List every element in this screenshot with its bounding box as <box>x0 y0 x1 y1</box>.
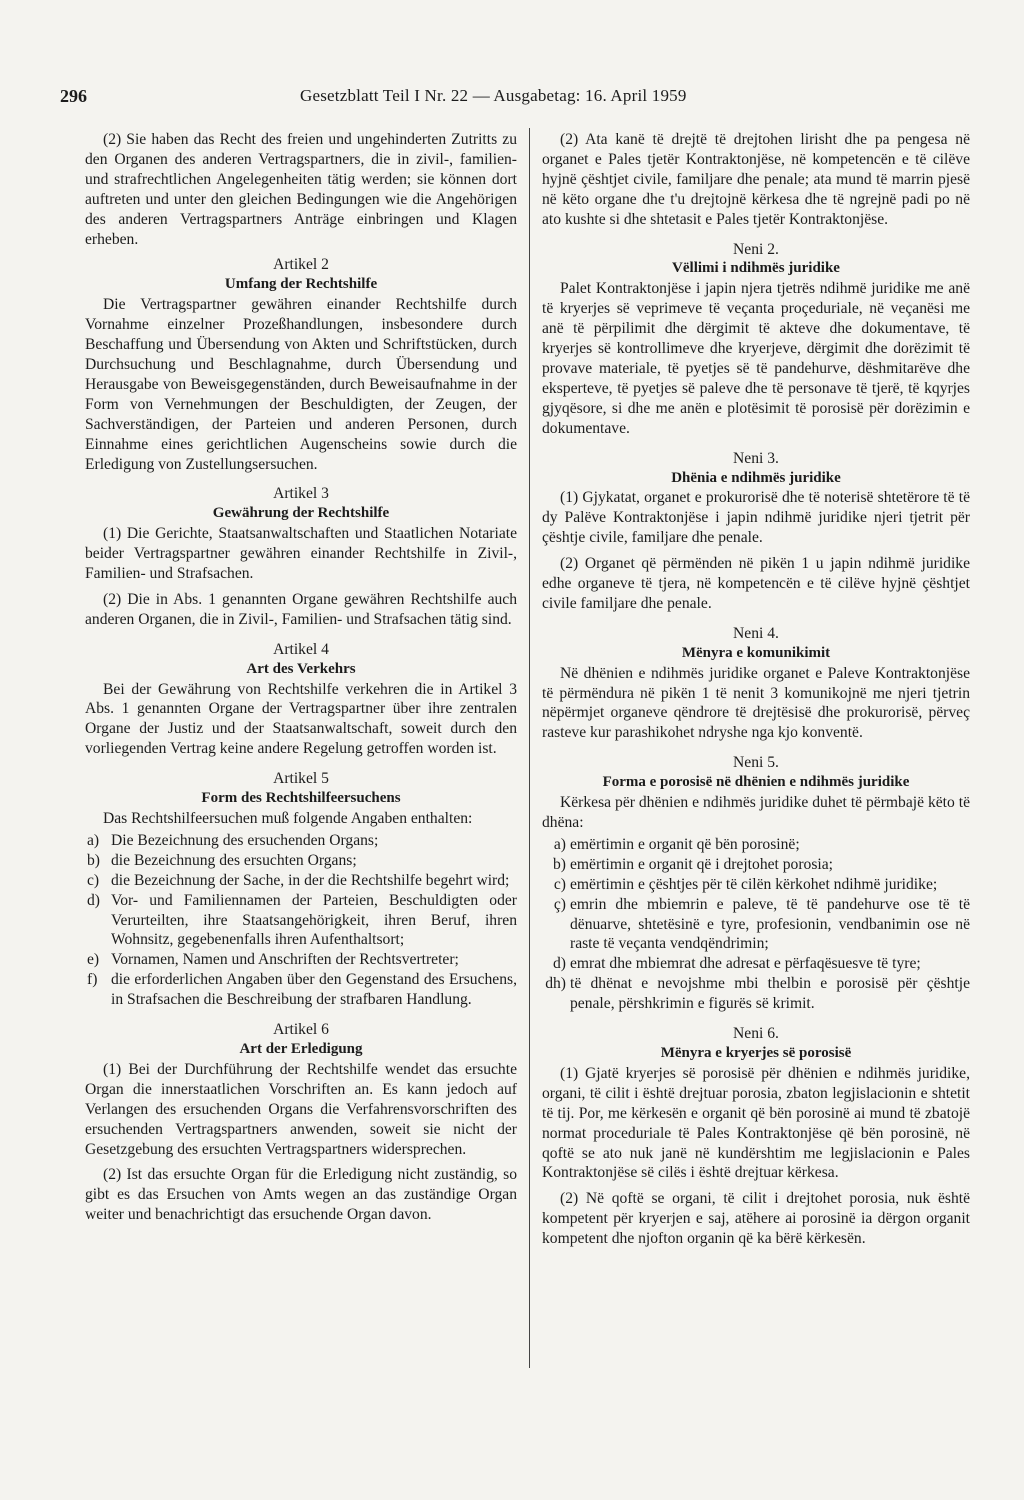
list-marker: f) <box>87 971 98 989</box>
list-marker: a) <box>87 831 100 849</box>
article-number: Neni 2. <box>733 240 779 258</box>
article-number: Neni 6. <box>733 1025 779 1043</box>
article-5 <box>85 769 517 1010</box>
article-title: Dhënia e ndihmës juridike <box>671 469 841 486</box>
page-number: 296 <box>60 86 87 106</box>
neni-3 <box>542 449 970 614</box>
list-marker: ç) <box>553 895 566 913</box>
list-item <box>542 954 970 974</box>
article-6 <box>85 1020 517 1225</box>
list-item-text: Die Bezeichnung des ersuchenden Organs; <box>111 831 379 849</box>
requirements-list <box>542 835 970 1014</box>
article-paragraph: (1) Gjatë kryerjes së porosisë për dhënien e ndihmës juridike, organi, të cilit i është drejtuar porosia, zbaton legjislacionin e shtetit të tij. Por, me kërkesën e organit që bën porosinë ai mund të zbatojë normat proceduriale të Pales Kontraktonjëse që bën porosinë, në qoftë se ato nuk janë në kundërshtim me legjislacionin e Pales Kontraktonjëse së cilës i është drejtuar kërkesa. <box>542 1064 970 1182</box>
list-item-text: emrat dhe mbiemrat dhe adresat e përfaqësuesve të tyre; <box>570 955 921 973</box>
article-paragraph: (1) Gjykatat, organet e prokurorisë dhe të noterisë shtetërore të të dy Palëve Kontraktonjëse i japin ndihmë juridike njeri tjetrit për çështje civile, familjare dhe penale. <box>542 489 970 547</box>
article-text: Në dhënien e ndihmës juridike organet e Paleve Kontraktonjëse të përmëndura në pikën 1 të nenit 3 komunikojnë me njeri tjetrin nëpërmjet organeve qëndrore të drejtësisë dhe prokurorisë, përveç rasteve kur parashikohet ndryshe nga kjo konventë. <box>542 664 970 742</box>
article-number: Neni 4. <box>733 624 779 642</box>
page-header <box>60 86 970 110</box>
article-title: Mënyra e komunikimit <box>681 644 831 661</box>
article-number: Artikel 6 <box>273 1021 329 1039</box>
list-marker: a) <box>553 835 566 853</box>
header-title: Gesetzblatt Teil I Nr. 22 — Ausgabetag: 16. April 1959 <box>300 86 687 105</box>
article-title: Forma e porosisë në dhënien e ndihmës juridike <box>602 774 910 791</box>
list-item-text: Vornamen, Namen und Anschriften der Rechtsvertreter; <box>111 951 459 969</box>
list-marker: d) <box>87 891 100 909</box>
article-text: Palet Kontraktonjëse i japin njera tjetrës ndihmë juridike me anë të kryerjes së veprimeve të veçanta proçeduriale, në veçanësi me anë të përpilimit dhe dërgimit të akteve dhe dokumentave, të kryerjes së kontrollimeve dhe kryerjeve, dërgimit dhe dorëzimit të provave materiale, të pyetjes së të pandehurve, dëshmitarëve dhe eksperteve, të pyetjes së paleve dhe të personave të tjerë, të kqyrjes gjyqësore, si dhe me anën e plotësimit të porosisë për dorëzimin e dokumentave. <box>542 280 970 437</box>
list-item-text: Vor- und Familiennamen der Parteien, Beschuldigten oder Verurteilten, ihre Staatsangehörigkeit, ihren Beruf, ihren Wohnsitz, gegebenenfalls ihren Aufenthaltsort; <box>111 891 517 949</box>
article-2 <box>85 255 517 474</box>
article-title: Art der Erledigung <box>239 1040 363 1057</box>
article-3 <box>85 484 517 629</box>
article-number: Artikel 4 <box>273 640 329 658</box>
list-item <box>542 855 970 875</box>
article-number: Neni 5. <box>733 754 779 772</box>
neni-2 <box>542 240 970 439</box>
list-item-text: të dhënat e nevojshme mbi thelbin e porosisë për çështje penale, përshkrimin e figurës së krimit. <box>570 975 970 1013</box>
requirements-list <box>85 831 517 1010</box>
article-intro: Das Rechtshilfeersuchen muß folgende Angaben enthalten: <box>103 810 473 827</box>
list-item <box>85 970 517 1010</box>
list-item-text: emrin dhe mbiemrin e paleve, të të pandehurve ose të të dënuarve, shtetësinë e tyre, profesionin, vendbanimin ose në raste të veçanta vendqëndrimin; <box>570 895 970 953</box>
list-item-text: emërtimin e organit që i drejtohet porosia; <box>570 855 833 873</box>
article-title: Gewährung der Rechtshilfe <box>212 505 390 522</box>
article-number: Artikel 5 <box>273 770 329 788</box>
article-paragraph: (2) Die in Abs. 1 genannten Organe gewähren Rechtshilfe auch anderen Organen, die in Zivil-, Familien- und Strafsachen tätig sind. <box>85 590 517 628</box>
neni-5 <box>542 753 970 1014</box>
list-item <box>542 895 970 955</box>
intro-paragraph: (2) Ata kanë të drejtë të drejtohen lirisht dhe pa pengesa në organet e Pales tjetër Kontraktonjëse, në kompetencën e të cilëve hyjnë çështjet civile, familjare dhe penale; ata mund të marrin pjesë në këto organe dhe t'u drejtojnë kërkesa dhe të ngrejnë padi po në ato kushte si dhe shtetasit e Pales tjetër Kontraktonjëse. <box>542 131 970 228</box>
albanian-column <box>542 130 970 1255</box>
german-column <box>85 130 517 1231</box>
article-paragraph: (2) Organet që përmënden në pikën 1 u japin ndihmë juridike edhe organeve të tjera, në kompetencën e të cilëve hyjnë çështjet civile familjare dhe penale. <box>542 555 970 612</box>
article-text: Bei der Gewährung von Rechtshilfe verkehren die in Artikel 3 Abs. 1 genannten Organe der Vertragspartner über ihre zentralen Organe der Justiz und der Staatsanwaltschaft, soweit durch den vorliegenden Vertrag keine andere Regelung getroffen worden ist. <box>85 680 517 758</box>
list-marker: e) <box>87 951 100 969</box>
intro-paragraph: (2) Sie haben das Recht des freien und ungehinderten Zutritts zu den Organen des anderen Vertragspartners, die in zivil-, familien- und strafrechtlichen Angelegenheiten tätig werden; sie können dort auftreten und unter den gleichen Bedingungen wie die Angehörigen des anderen Vertragspartners Anträge einbringen und Klagen erheben. <box>85 131 517 248</box>
article-title: Mënyra e kryerjes së porosisë <box>660 1044 852 1061</box>
article-title: Art des Verkehrs <box>246 660 356 677</box>
list-item-text: emërtimin e çështjes për të cilën kërkohet ndihmë juridike; <box>570 875 938 893</box>
article-title: Umfang der Rechtshilfe <box>224 276 378 293</box>
article-paragraph: (1) Bei der Durchführung der Rechtshilfe wendet das ersuchte Organ die innerstaatlichen Vorschriften an. Es kann jedoch auf Verlangen des ersuchenden Organs die Verfahrensvorschriften des ersuchenden Vertragspartners anwenden, soweit sie nicht der Gesetzgebung des ersuchten Vertragspartners widersprechen. <box>85 1060 517 1158</box>
article-text: Die Vertragspartner gewähren einander Rechtshilfe durch Vornahme einzelner Prozeßhandlungen, insbesondere durch Beschaffung und Übersendung von Akten und Schriftstücken, durch Durchsuchung und Beschlagnahme, durch Übersendung und Herausgabe von Beweisgegenständen, durch Beweisaufnahme in der Form von Vernehmungen der Beschuldigten, der Zeugen, der Sachverständigen, der Parteien und anderen Personen, durch Einnahme eines gerichtlichen Augenscheins sowie durch die Erledigung von Zustellungsersuchen. <box>85 296 517 473</box>
neni-6 <box>542 1024 970 1249</box>
article-4 <box>85 640 517 759</box>
list-item-text: die Bezeichnung des ersuchten Organs; <box>111 851 357 869</box>
list-marker: d) <box>553 955 566 973</box>
article-paragraph: (2) Në qoftë se organi, të cilit i drejtohet porosia, nuk është kompetent për kryerjen e saj, atëhere ai porosinë ia dërgon organit kompetent dhe njofton organin që ka bërë kërkesën. <box>542 1190 970 1248</box>
list-marker: b) <box>553 855 566 873</box>
list-item <box>542 835 970 855</box>
list-marker: b) <box>87 851 100 869</box>
list-item <box>85 851 517 871</box>
list-item-text: emërtimin e organit që bën porosinë; <box>570 835 800 853</box>
list-item-text: die erforderlichen Angaben über den Gegenstand des Ersuchens, in Strafsachen die Beschreibung der strafbaren Handlung. <box>111 971 517 1009</box>
article-paragraph: (1) Die Gerichte, Staatsanwaltschaften und Staatlichen Notariate beider Vertragspartner gewähren einander Rechtshilfe in Zivil-, Familien- und Strafsachen. <box>85 525 517 583</box>
article-number: Artikel 2 <box>273 256 329 274</box>
neni-4 <box>542 624 970 743</box>
list-item <box>542 875 970 895</box>
article-paragraph: (2) Ist das ersuchte Organ für die Erledigung nicht zuständig, so gibt es das Ersuchen von Amts wegen an das zuständige Organ weiter und benachrichtigt das ersuchende Organ davon. <box>85 1166 517 1224</box>
article-intro: Kërkesa për dhënien e ndihmës juridike duhet të përmbajë këto të dhëna: <box>542 794 970 831</box>
column-divider <box>529 128 530 1368</box>
list-item <box>85 950 517 970</box>
article-title: Vëllimi i ndihmës juridike <box>672 260 840 277</box>
list-item <box>85 891 517 951</box>
list-item-text: die Bezeichnung der Sache, in der die Rechtshilfe begehrt wird; <box>111 871 510 889</box>
list-item <box>85 831 517 851</box>
list-marker: c) <box>87 871 100 889</box>
article-number: Artikel 3 <box>273 485 329 503</box>
list-marker: dh) <box>545 975 566 993</box>
list-marker: c) <box>553 875 566 893</box>
list-item <box>85 871 517 891</box>
article-title: Form des Rechtshilfeersuchens <box>201 790 401 807</box>
article-number: Neni 3. <box>733 449 779 467</box>
list-item <box>542 974 970 1014</box>
